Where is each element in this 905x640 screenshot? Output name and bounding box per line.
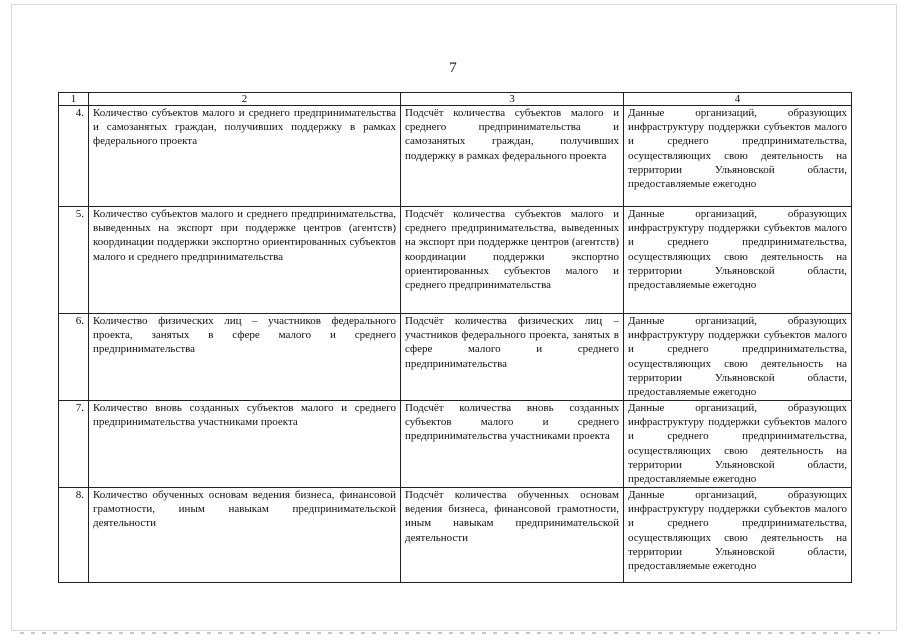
source-cell: Данные организаций, образующих инфраструктуру поддержки субъектов малого и среднего предпринимательства, осуществляющих свою деятельность на территории Ульяновской области, предоставляемые ежегодно xyxy=(624,106,852,207)
table-header-row xyxy=(59,93,852,106)
table-row xyxy=(59,488,852,583)
row-number: 4. xyxy=(59,106,89,207)
indicator-cell: Количество субъектов малого и среднего предпринимательства, выведенных на экспорт при поддержке центров (агентств) координации поддержки экспортно ориентированных субъектов малого и среднего предпринимательства xyxy=(89,207,401,314)
column-number-2: 2 xyxy=(89,93,401,106)
method-cell: Подсчёт количества субъектов малого и среднего предпринимательства и самозанятых граждан, получивших поддержку в рамках федерального проекта xyxy=(401,106,624,207)
indicator-cell: Количество субъектов малого и среднего предпринимательства и самозанятых граждан, получивших поддержку в рамках федерального проекта xyxy=(89,106,401,207)
row-number: 6. xyxy=(59,314,89,401)
method-cell: Подсчёт количества физических лиц – участников федерального проекта, занятых в сфере малого и среднего предпринимательства xyxy=(401,314,624,401)
method-cell: Подсчёт количества обученных основам ведения бизнеса, финансовой грамотности, иным навыкам предпринимательской деятельности xyxy=(401,488,624,583)
source-cell: Данные организаций, образующих инфраструктуру поддержки субъектов малого и среднего предпринимательства, осуществляющих свою деятельность на территории Ульяновской области, предоставляемые ежегодно xyxy=(624,314,852,401)
indicators-table xyxy=(58,92,852,583)
method-cell: Подсчёт количества субъектов малого и среднего предпринимательства, выведенных на экспорт при поддержке центров (агентств) координации поддержки экспортно ориентированных субъектов малого и среднего предпринимательства xyxy=(401,207,624,314)
row-number: 8. xyxy=(59,488,89,583)
row-number: 5. xyxy=(59,207,89,314)
table-row xyxy=(59,106,852,207)
indicator-cell: Количество физических лиц – участников федерального проекта, занятых в сфере малого и среднего предпринимательства xyxy=(89,314,401,401)
indicator-cell: Количество обученных основам ведения бизнеса, финансовой грамотности, иным навыкам предпринимательской деятельности xyxy=(89,488,401,583)
row-number: 7. xyxy=(59,401,89,488)
page-number: 7 xyxy=(449,60,457,76)
method-cell: Подсчёт количества вновь созданных субъектов малого и среднего предпринимательства участниками проекта xyxy=(401,401,624,488)
table-row xyxy=(59,207,852,314)
source-cell: Данные организаций, образующих инфраструктуру поддержки субъектов малого и среднего предпринимательства, осуществляющих свою деятельность на территории Ульяновской области, предоставляемые ежегодно xyxy=(624,488,852,583)
table-row xyxy=(59,314,852,401)
column-number-4: 4 xyxy=(624,93,852,106)
indicator-cell: Количество вновь созданных субъектов малого и среднего предпринимательства участниками проекта xyxy=(89,401,401,488)
column-number-1: 1 xyxy=(59,93,89,106)
source-cell: Данные организаций, образующих инфраструктуру поддержки субъектов малого и среднего предпринимательства, осуществляющих свою деятельность на территории Ульяновской области, предоставляемые ежегодно xyxy=(624,401,852,488)
table-row xyxy=(59,401,852,488)
column-number-3: 3 xyxy=(401,93,624,106)
scan-edge-artifact xyxy=(20,632,880,634)
source-cell: Данные организаций, образующих инфраструктуру поддержки субъектов малого и среднего предпринимательства, осуществляющих свою деятельность на территории Ульяновской области, предоставляемые ежегодно xyxy=(624,207,852,314)
